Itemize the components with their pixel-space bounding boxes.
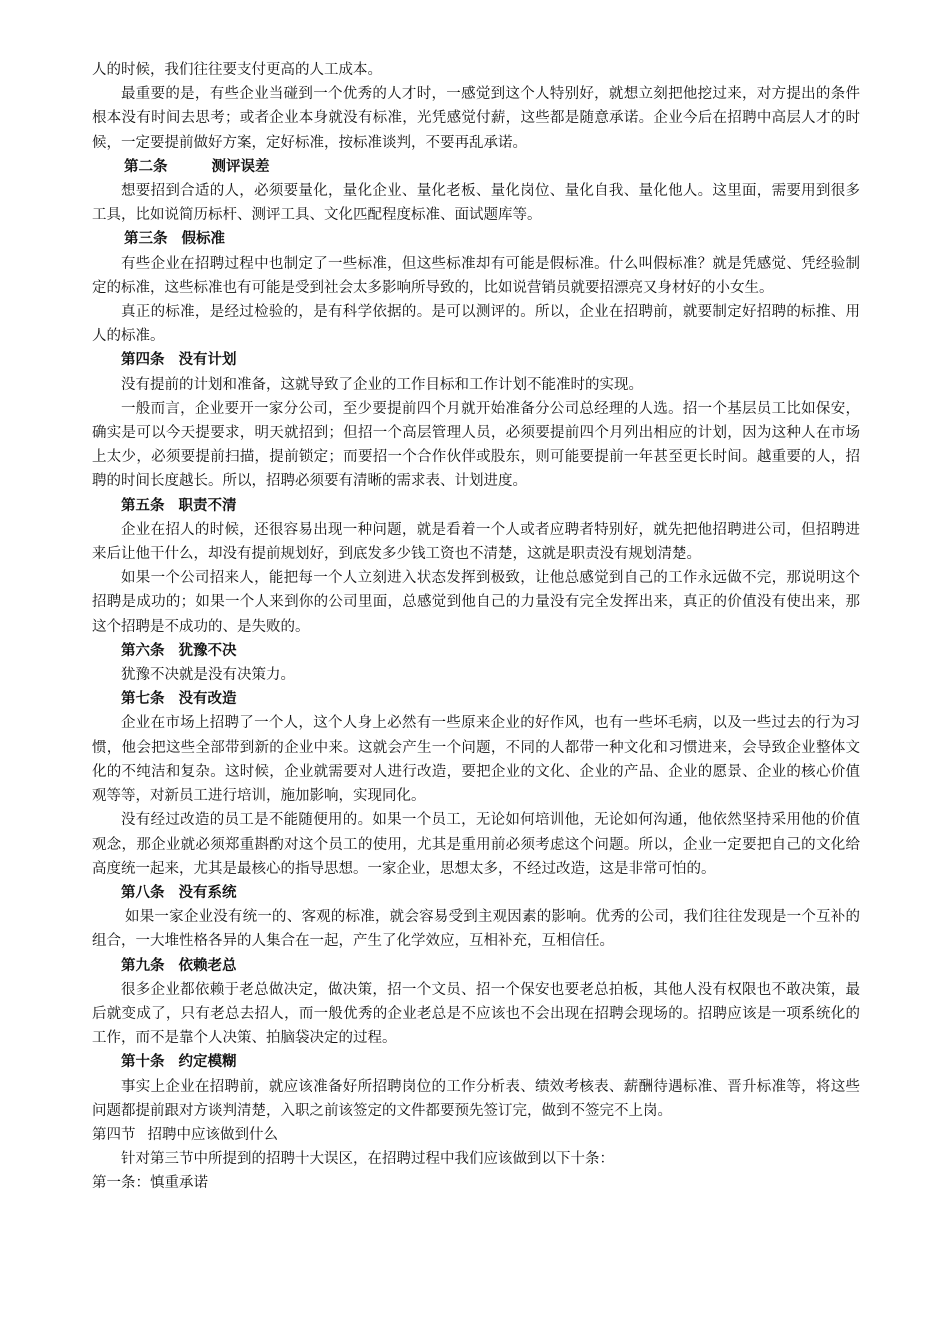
article-heading-6: [92, 639, 860, 663]
document-page: [92, 58, 860, 1196]
article-number: 第十条: [121, 1053, 165, 1071]
paragraph: 企业在招人的时候，还很容易出现一种问题，就是看着一个人或者应聘者特别好，就先把他招聘进公司，但招聘进来后让他干什么，却没有提前规划好，到底发多少钱工资也不清楚，这就是职责没有规划清楚。: [92, 521, 860, 563]
article-title: 没有系统: [178, 883, 237, 901]
article-heading-8: [92, 881, 860, 905]
paragraph: 如果一家企业没有统一的、客观的标准，就会容易受到主观因素的影响。优秀的公司，我们往往发现是一个互补的组合，一大堆性格各异的人集合在一起，产生了化学效应，互相补充，互相信任。: [92, 909, 860, 950]
article-title: 假标准: [181, 230, 225, 248]
article-heading-5: [92, 494, 860, 518]
article-heading-3: [92, 227, 860, 251]
article-title: 依赖老总: [178, 956, 237, 974]
article-title: 犹豫不决: [178, 641, 237, 659]
article-number: 第九条: [121, 956, 165, 974]
paragraph: 没有经过改造的员工是不能随便用的。如果一个员工，无论如何培训他，无论如何沟通，他依然坚持采用他的价值观念，那企业就必须郑重斟酌对这个员工的使用，尤其是重用前必须考虑这个问题。所以，企业一定要把自己的文化给高度统一起来，尤其是最核心的指导思想。一家企业，思想太多，不经过改造，这是非常可怕的。: [92, 812, 860, 877]
article-title: 职责不清: [178, 496, 237, 514]
section-heading: [92, 1123, 860, 1147]
article-number: 第五条: [121, 496, 165, 514]
article-title: 没有改造: [178, 690, 237, 708]
paragraph: 如果一个公司招来人，能把每一个人立刻进入状态发挥到极致，让他总感觉到自己的工作永远做不完，那说明这个招聘是成功的；如果一个人来到你的公司里面，总感觉到他自己的力量没有完全发挥出来，真正的价值没有使出来，那这个招聘是不成功的、是失败的。: [92, 570, 860, 635]
paragraph: 一般而言，企业要开一家分公司，至少要提前四个月就开始准备分公司总经理的人选。招一个基层员工比如保安，确实是可以今天提要求，明天就招到；但招一个高层管理人员，必须要提前四个月列出相应的计划，因为这种人在市场上太少，必须要提前扫描，提前锁定；而要招一个合作伙伴或股东，则可能要提前一年甚至更长时间。越重要的人，招聘的时间长度越长。所以，招聘必须要有清晰的需求表、计划进度。: [92, 400, 860, 490]
paragraph: 人的时候，我们往往要支付更高的人工成本。: [92, 62, 382, 78]
paragraph: 犹豫不决就是没有决策力。: [121, 667, 295, 684]
paragraph: 事实上企业在招聘前，就应该准备好所招聘岗位的工作分析表、绩效考核表、薪酬待遇标准、晋升标准等，将这些问题都提前跟对方谈判清楚，入职之前该签定的文件都要预先签订完，做到不签完不上岗。: [92, 1078, 860, 1119]
article-heading-7: [92, 687, 860, 711]
article-heading-4: [92, 348, 860, 372]
paragraph: 企业在市场上招聘了一个人，这个人身上必然有一些原来企业的好作风，也有一些坏毛病，以及一些过去的行为习惯，他会把这些全部带到新的企业中来。这就会产生一个问题，不同的人都带一种文化和习惯进来，会导致企业整体文化的不纯洁和复杂。这时候，企业就需要对人进行改造，要把企业的文化、企业的产品、企业的愿景、企业的核心价值观等等，对新员工进行培训，施加影响，实现同化。: [92, 715, 860, 805]
article-heading-2: [92, 155, 860, 179]
section-number: 第四节: [92, 1126, 136, 1143]
article-number: 第二条: [124, 157, 168, 175]
article-number: 第四条: [121, 351, 165, 369]
article-number: 第七条: [121, 690, 165, 708]
paragraph: 真正的标准，是经过检验的，是有科学依据的。是可以测评的。所以，企业在招聘前，就要制定好招聘的标推、用人的标准。: [92, 304, 860, 345]
paragraph: 最重要的是，有些企业当碰到一个优秀的人才时，一感觉到这个人特别好，就想立刻把他挖过来，对方提出的条件根本没有时间去思考；或者企业本身就没有标准，光凭感觉付薪，这些都是随意承诺。企业今后在招聘中高层人才的时候，一定要提前做好方案，定好标准，按标准谈判，不要再乱承诺。: [92, 86, 860, 151]
section-title: 招聘中应该做到什么: [147, 1126, 278, 1143]
article-heading-10: [92, 1050, 860, 1074]
article-title: 约定模糊: [178, 1053, 237, 1071]
article-heading-9: [92, 954, 860, 978]
article-title: 没有计划: [178, 351, 237, 369]
paragraph: 没有提前的计划和准备，这就导致了企业的工作目标和工作计划不能准时的实现。: [121, 376, 643, 393]
article-number: 第八条: [121, 883, 165, 901]
sub-heading: 第一条：慎重承诺: [92, 1175, 208, 1192]
article-title: 测评误差: [211, 157, 270, 175]
paragraph: 针对第三节中所提到的招聘十大误区，在招聘过程中我们应该做到以下十条：: [121, 1151, 614, 1168]
article-number: 第六条: [121, 641, 165, 659]
paragraph: 想要招到合适的人，必须要量化，量化企业、量化老板、量化岗位、量化自我、量化他人。这里面，需要用到很多工具，比如说简历标杆、测评工具、文化匹配程度标准、面试题库等。: [92, 183, 860, 224]
paragraph: 很多企业都依赖于老总做决定，做决策，招一个文员、招一个保安也要老总拍板，其他人没有权限也不敢决策，最后就变成了，只有老总去招人，而一般优秀的企业老总是不应该也不会出现在招聘会现场的。招聘应该是一项系统化的工作，而不是靠个人决策、拍脑袋决定的过程。: [92, 981, 860, 1047]
paragraph: 有些企业在招聘过程中也制定了一些标准，但这些标准却有可能是假标准。什么叫假标准？就是凭感觉、凭经验制定的标准，这些标准也有可能是受到社会太多影响所导致的，比如说营销员就要招漂亮又身材好的小女生。: [92, 255, 860, 296]
article-number: 第三条: [124, 230, 168, 248]
